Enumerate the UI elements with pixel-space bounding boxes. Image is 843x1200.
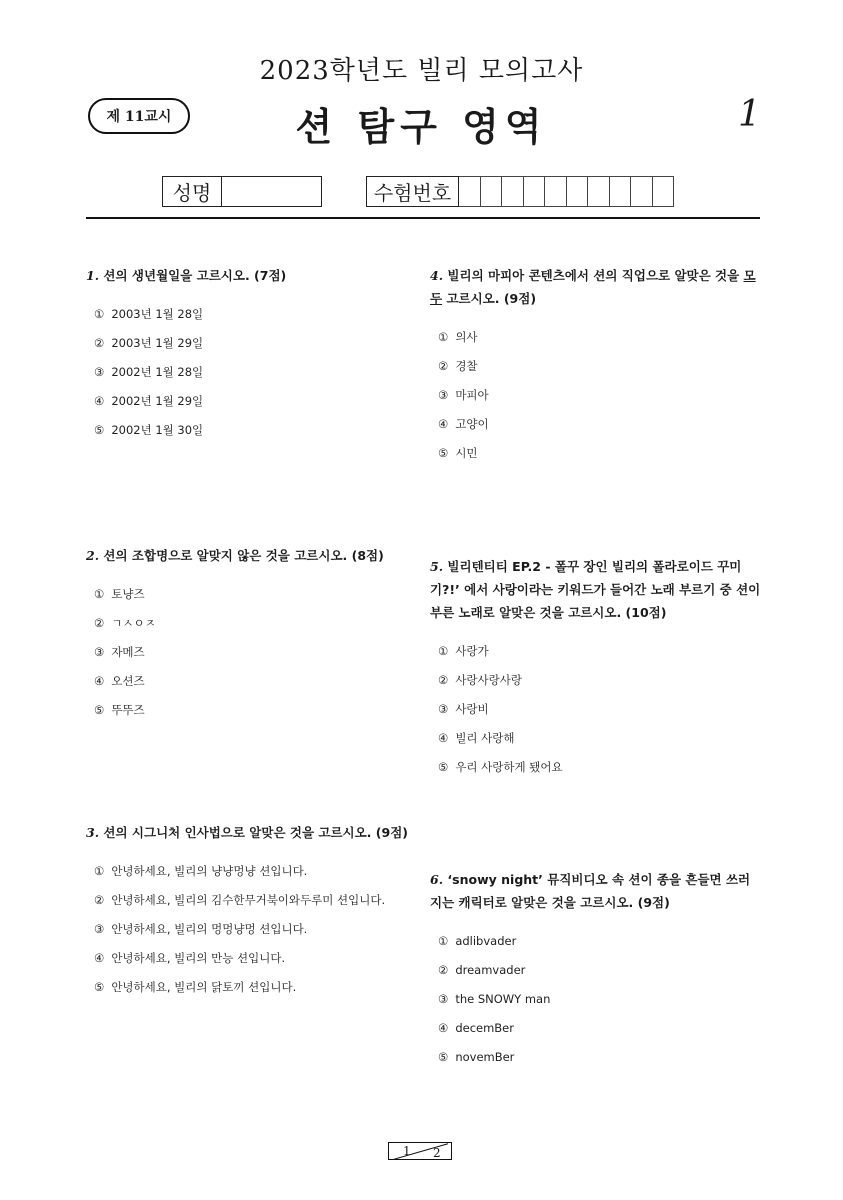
header-divider — [86, 217, 760, 219]
exam-number-field[interactable] — [366, 176, 674, 207]
choice-mark: ② — [438, 673, 449, 687]
choice-option[interactable] — [94, 394, 416, 408]
choice-text: 2002년 1월 28일 — [111, 365, 204, 379]
choice-mark: ① — [438, 330, 449, 344]
exam-number-cell[interactable] — [459, 176, 481, 207]
choice-mark: ④ — [94, 951, 105, 965]
question-stem — [430, 264, 762, 310]
choice-text: 토냥즈 — [111, 587, 145, 601]
choice-option[interactable] — [438, 1050, 762, 1064]
question-stem — [86, 821, 416, 844]
choice-option[interactable] — [94, 587, 416, 601]
choice-list — [430, 644, 762, 774]
choice-mark: ⑤ — [438, 446, 449, 460]
choice-text: 사랑가 — [455, 644, 489, 658]
question-text: 션의 생년월일을 고르시오. (7점) — [103, 268, 287, 283]
question-2 — [86, 544, 416, 732]
question-text: 빌리텐티티 EP.2 - 폴꾸 장인 빌리의 폴라로이드 꾸미기?!’ 에서 사랑이라는 키워드가 들어간 노래 부르기 중 션이 부른 노래로 알맞은 것을 고르시오. (10점) — [430, 559, 761, 620]
exam-number-cell[interactable] — [588, 176, 610, 207]
choice-option[interactable] — [438, 731, 762, 745]
choice-text: 고양이 — [455, 417, 489, 431]
choice-text: 빌리 사랑해 — [455, 731, 515, 745]
question-text: 션의 조합명으로 알맞지 않은 것을 고르시오. (8점) — [103, 548, 384, 563]
choice-list — [86, 864, 416, 994]
current-page: 1 — [403, 1144, 411, 1158]
choice-text: 뚜뚜즈 — [111, 703, 145, 717]
choice-mark: ② — [94, 616, 105, 630]
question-5 — [430, 555, 762, 789]
choice-mark: ② — [438, 963, 449, 977]
choice-option[interactable] — [94, 336, 416, 350]
choice-option[interactable] — [94, 980, 416, 994]
question-number: 2. — [86, 548, 100, 563]
question-stem — [430, 555, 762, 624]
exam-number-cell[interactable] — [481, 176, 503, 207]
choice-list — [430, 934, 762, 1064]
question-6 — [430, 868, 762, 1079]
choice-option[interactable] — [94, 864, 416, 878]
choice-mark: ④ — [438, 1021, 449, 1035]
choice-mark: ① — [94, 587, 105, 601]
question-text: 빌리의 마피아 콘텐츠에서 션의 직업으로 알맞은 것을 — [447, 268, 744, 283]
choice-text: 시민 — [455, 446, 478, 460]
choice-option[interactable] — [94, 922, 416, 936]
choice-text: ㄱㅅㅇㅈ — [111, 616, 156, 630]
choice-option[interactable] — [94, 893, 416, 907]
choice-text: 경찰 — [455, 359, 478, 373]
choice-mark: ② — [438, 359, 449, 373]
total-pages: 2 — [433, 1146, 441, 1160]
choice-text: 사랑비 — [455, 702, 489, 716]
question-emphasis: 모두 — [430, 268, 756, 306]
choice-option[interactable] — [94, 645, 416, 659]
exam-number-cells[interactable] — [459, 176, 674, 207]
choice-mark: ③ — [94, 645, 105, 659]
choice-mark: ③ — [94, 922, 105, 936]
choice-option[interactable] — [438, 417, 762, 431]
choice-option[interactable] — [94, 674, 416, 688]
choice-mark: ⑤ — [94, 703, 105, 717]
choice-mark: ④ — [94, 394, 105, 408]
page-indicator — [388, 1142, 452, 1160]
choice-option[interactable] — [94, 365, 416, 379]
choice-mark: ⑤ — [94, 423, 105, 437]
choice-mark: ④ — [438, 731, 449, 745]
choice-option[interactable] — [438, 963, 762, 977]
choice-text: the SNOWY man — [455, 992, 551, 1006]
choice-option[interactable] — [438, 992, 762, 1006]
choice-mark: ② — [94, 336, 105, 350]
choice-mark: ① — [94, 864, 105, 878]
choice-text: 안녕하세요, 빌리의 김수한무거북이와두루미 션입니다. — [111, 893, 386, 907]
exam-number-cell[interactable] — [631, 176, 653, 207]
choice-mark: ③ — [438, 388, 449, 402]
choice-option[interactable] — [438, 1021, 762, 1035]
choice-mark: ④ — [438, 417, 449, 431]
choice-mark: ① — [94, 307, 105, 321]
choice-option[interactable] — [438, 388, 762, 402]
choice-list — [86, 587, 416, 717]
choice-option[interactable] — [94, 951, 416, 965]
page-number: 1 — [738, 94, 761, 135]
choice-text: 안녕하세요, 빌리의 멍멍냥멍 션입니다. — [111, 922, 308, 936]
choice-option[interactable] — [94, 307, 416, 321]
choice-option[interactable] — [438, 644, 762, 658]
choice-option[interactable] — [94, 703, 416, 717]
name-field[interactable] — [162, 176, 322, 207]
choice-text: 마피아 — [455, 388, 489, 402]
question-text-end: 고르시오. (9점) — [442, 291, 537, 306]
exam-number-label: 수험번호 — [366, 176, 459, 207]
question-stem — [86, 544, 416, 567]
question-number: 3. — [86, 825, 100, 840]
question-number: 1. — [86, 268, 100, 283]
choice-option[interactable] — [438, 673, 762, 687]
exam-number-cell[interactable] — [610, 176, 632, 207]
period-badge: 제 11교시 — [88, 98, 190, 134]
choice-text: decemBer — [455, 1021, 514, 1035]
choice-option[interactable] — [438, 359, 762, 373]
choice-mark: ① — [438, 644, 449, 658]
choice-mark: ⑤ — [94, 980, 105, 994]
choice-mark: ③ — [94, 365, 105, 379]
choice-text: 안녕하세요, 빌리의 냥냥멍냥 션입니다. — [111, 864, 308, 878]
exam-number-cell[interactable] — [502, 176, 524, 207]
choice-mark: ① — [438, 934, 449, 948]
question-number: 5. — [430, 559, 444, 574]
question-stem — [86, 264, 416, 287]
question-text: ‘snowy night’ 뮤직비디오 속 션이 종을 흔들면 쓰러지는 캐릭터로 알맞은 것을 고르시오. (9점) — [430, 872, 751, 910]
choice-text: 의사 — [455, 330, 478, 344]
question-text: 션의 시그니처 인사법으로 알맞은 것을 고르시오. (9점) — [103, 825, 408, 840]
question-number: 4. — [430, 268, 444, 283]
choice-text: 안녕하세요, 빌리의 닭토끼 션입니다. — [111, 980, 297, 994]
choice-text: dreamvader — [455, 963, 526, 977]
name-input-box[interactable] — [222, 176, 322, 207]
exam-number-cell[interactable] — [653, 176, 675, 207]
question-4 — [430, 264, 762, 475]
choice-mark: ⑤ — [438, 760, 449, 774]
choice-text: adlibvader — [455, 934, 517, 948]
choice-option[interactable] — [94, 423, 416, 437]
choice-option[interactable] — [438, 330, 762, 344]
choice-option[interactable] — [438, 934, 762, 948]
choice-option[interactable] — [94, 616, 416, 630]
choice-option[interactable] — [438, 702, 762, 716]
choice-text: 오션즈 — [111, 674, 145, 688]
choice-text: 사랑사랑사랑 — [455, 673, 522, 687]
choice-text: 우리 사랑하게 됐어요 — [455, 760, 563, 774]
choice-text: 2003년 1월 28일 — [111, 307, 204, 321]
subject-title: 션 탐구 영역 — [295, 105, 548, 149]
choice-text: 자메즈 — [111, 645, 145, 659]
question-stem — [430, 868, 762, 914]
choice-text: 2002년 1월 29일 — [111, 394, 204, 408]
exam-number-cell[interactable] — [524, 176, 546, 207]
choice-list — [86, 307, 416, 437]
choice-mark: ③ — [438, 992, 449, 1006]
choice-mark: ② — [94, 893, 105, 907]
choice-mark: ④ — [94, 674, 105, 688]
choice-text: 안녕하세요, 빌리의 만능 션입니다. — [111, 951, 286, 965]
choice-option[interactable] — [438, 760, 762, 774]
choice-mark: ③ — [438, 702, 449, 716]
question-3 — [86, 821, 416, 1009]
exam-title: 2023학년도 빌리 모의고사 — [259, 56, 584, 86]
choice-option[interactable] — [438, 446, 762, 460]
choice-text: 2002년 1월 30일 — [111, 423, 204, 437]
choice-text: novemBer — [455, 1050, 515, 1064]
choice-mark: ⑤ — [438, 1050, 449, 1064]
exam-number-cell[interactable] — [545, 176, 567, 207]
question-1 — [86, 264, 416, 452]
choice-text: 2003년 1월 29일 — [111, 336, 204, 350]
question-number: 6. — [430, 872, 444, 887]
exam-number-cell[interactable] — [567, 176, 589, 207]
choice-list — [430, 330, 762, 460]
name-label: 성명 — [162, 176, 222, 207]
